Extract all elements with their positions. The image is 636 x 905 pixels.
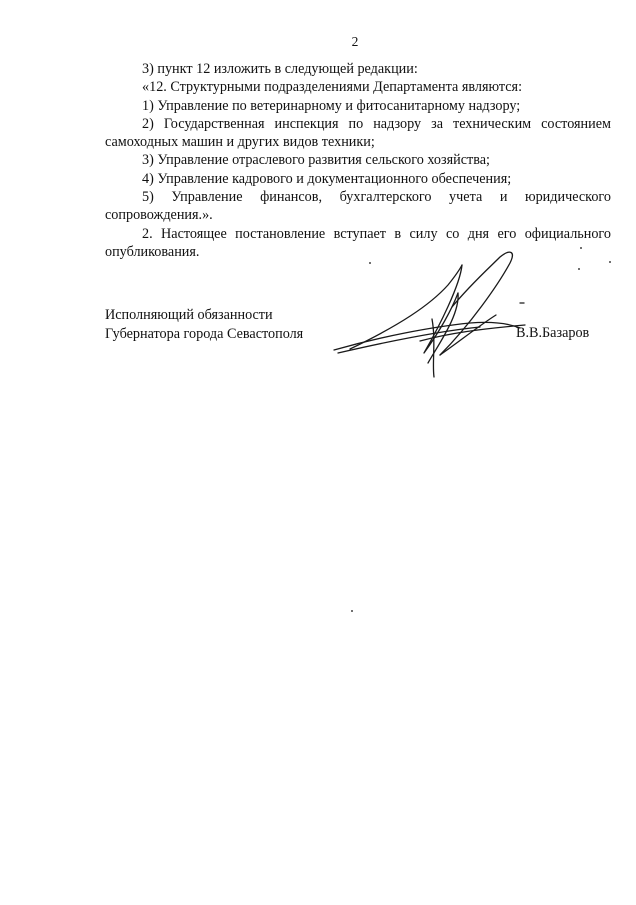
paragraph-subitem-4: 4) Управление кадрового и документационного обеспечения;: [142, 170, 512, 187]
scan-speck: [609, 261, 611, 263]
paragraph-subitem-3: 3) Управление отраслевого развития сельского хозяйства;: [142, 152, 490, 169]
signatory-name: В.В.Базаров: [516, 325, 590, 341]
scan-speck: [369, 262, 371, 264]
scan-speck: [351, 610, 353, 612]
document-body: [105, 60, 611, 261]
page-number: 2: [351, 34, 359, 49]
signatory-position: [105, 306, 303, 344]
scan-speck: [580, 247, 582, 249]
scan-speck: [578, 268, 580, 270]
signatory-position-line-1: Исполняющий обязанности: [105, 307, 273, 323]
paragraph-item-3: 3) пункт 12 изложить в следующей редакции:: [142, 61, 418, 77]
paragraph-effective-date: 2. Настоящее постановление вступает в силу со дня его официального опубликования.: [105, 225, 611, 260]
paragraph-clause-12-intro: «12. Структурными подразделениями Департамента являются:: [142, 79, 523, 96]
signatory-position-line-2: Губернатора города Севастополя: [105, 326, 304, 342]
paragraph-subitem-5: 5) Управление финансов, бухгалтерского учета и юридического сопровождения.».: [105, 189, 611, 224]
handwritten-signature: [320, 245, 620, 385]
paragraph-subitem-2: 2) Государственная инспекция по надзору за техническим состоянием самоходных машин и других видов техники;: [105, 115, 611, 151]
paragraph-subitem-1: 1) Управление по ветеринарному и фитосанитарному надзору;: [142, 97, 521, 114]
